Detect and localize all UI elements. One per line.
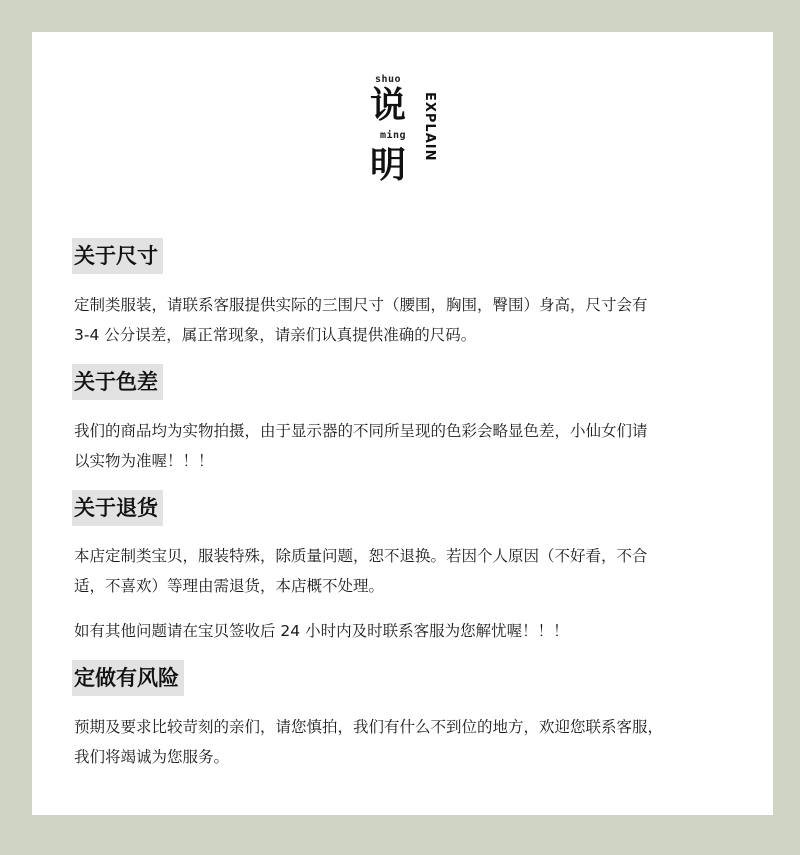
logo-pinyin-shuo: shuo: [375, 74, 402, 85]
info-card: [32, 32, 773, 815]
section-return-line-1: 本店定制类宝贝，服装特殊，除质量问题，恕不退换。若因个人原因（不好看，不合: [74, 547, 648, 565]
section-size-line-2: 3-4 公分误差，属正常现象，请亲们认真提供准确的尺码。: [74, 326, 477, 344]
section-title-custom-risk: 定做有风险: [72, 660, 184, 696]
section-return-line-2: 适，不喜欢）等理由需退货，本店概不处理。: [74, 577, 385, 595]
logo-english-explain: EXPLAIN: [422, 92, 437, 162]
section-size-text: [74, 290, 744, 350]
section-title-size: 关于尺寸: [72, 238, 163, 274]
section-custom-risk-line-2: 我们将竭诚为您服务。: [74, 748, 230, 766]
section-color-text: [74, 416, 744, 476]
section-title-return: 关于退货: [72, 490, 163, 526]
logo-pinyin-ming: ming: [380, 130, 407, 141]
section-color-line-1: 我们的商品均为实物拍摄，由于显示器的不同所呈现的色彩会略显色差，小仙女们请: [74, 422, 648, 440]
section-custom-risk-line-1: 预期及要求比较苛刻的亲们，请您慎拍，我们有什么不到位的地方，欢迎您联系客服，: [74, 718, 664, 736]
section-color-line-2: 以实物为准喔！！！: [74, 452, 214, 470]
section-return-text: [74, 541, 744, 601]
section-return-extra: 如有其他问题请在宝贝签收后 24 小时内及时联系客服为您解忧喔！！！: [74, 622, 569, 640]
section-title-color: 关于色差: [72, 364, 163, 400]
section-custom-risk-text: [74, 712, 744, 772]
section-size-line-1: 定制类服装，请联系客服提供实际的三围尺寸（腰围，胸围，臀围）身高，尺寸会有: [74, 296, 648, 314]
logo-char-shuo: 说: [370, 84, 407, 126]
logo-char-ming: 明: [370, 144, 407, 186]
explain-logo: [372, 74, 452, 194]
